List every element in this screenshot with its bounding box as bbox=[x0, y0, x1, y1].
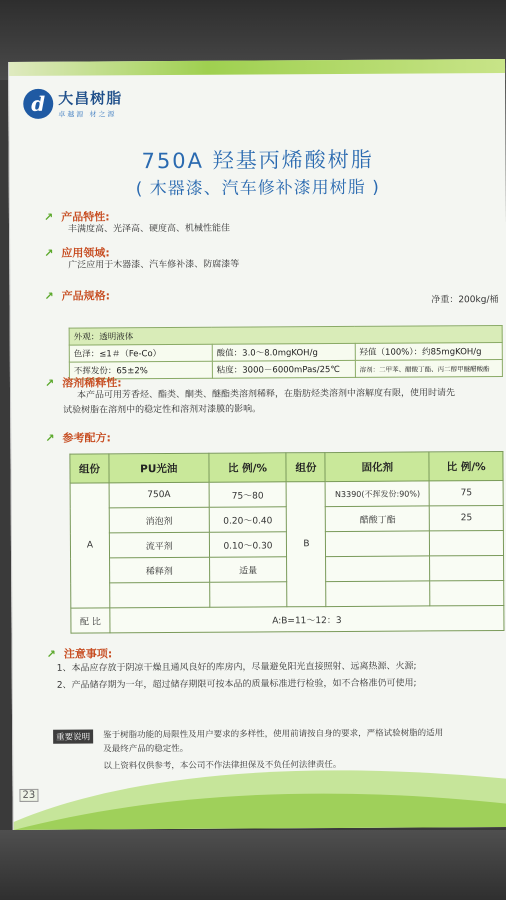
a-component-ratio: 75～80 bbox=[209, 482, 287, 507]
spec-hydroxyl bbox=[355, 342, 502, 360]
spec-table bbox=[69, 325, 503, 380]
group-b-label: B bbox=[287, 482, 327, 607]
important-line-2: 及最终产品的稳定性。 bbox=[103, 743, 189, 755]
features-heading: 产品特性: bbox=[61, 210, 110, 224]
formula-header: 组份 bbox=[286, 453, 325, 482]
logo-d-icon: d bbox=[23, 89, 53, 119]
b-component-ratio: 75 bbox=[429, 480, 503, 505]
empty-cell bbox=[326, 556, 430, 582]
net-weight: 净重：200kg/桶 bbox=[431, 295, 499, 306]
b-component-name: N3390(不挥发份:90%) bbox=[326, 481, 430, 507]
arrow-icon: ↗ bbox=[44, 289, 54, 303]
spec-hydroxyl-value: 约85mgKOH/g bbox=[422, 347, 482, 358]
arrow-icon: ↗ bbox=[46, 647, 56, 661]
arrow-icon: ↗ bbox=[45, 431, 55, 445]
mix-ratio-value: A:B=11～12：3 bbox=[110, 605, 504, 632]
important-line-1: 鉴于树脂功能的局限性及用户要求的多样性，使用前请按自身的要求，严格试验树脂的适用 bbox=[103, 728, 444, 741]
bottom-green-swoosh bbox=[13, 749, 506, 830]
spec-appearance: 外观：透明液体 bbox=[69, 325, 502, 345]
empty-cell bbox=[326, 581, 430, 607]
applications-heading: 应用领域: bbox=[61, 246, 110, 260]
formula-heading: 参考配方: bbox=[62, 431, 111, 445]
spec-viscosity: 粘度：3000－6000mPas/25℃ bbox=[212, 360, 355, 378]
b-component-name: 醋酸丁酯 bbox=[326, 506, 430, 532]
spec-hydroxyl-label: 羟值（100%）： bbox=[359, 347, 423, 358]
note-item: 1、本品应存放于阴凉干燥且通风良好的库房内，尽量避免阳光直接照射、远离热源、火源; bbox=[56, 661, 417, 674]
arrow-icon: ↗ bbox=[43, 210, 54, 224]
empty-cell bbox=[430, 580, 504, 605]
specs-heading: 产品规格: bbox=[61, 289, 111, 303]
page-subtitle: ( 木器漆、汽车修补漆用树脂 ) bbox=[135, 177, 380, 200]
spec-solvent: 溶剂：二甲苯、醋酸丁酯、丙二醇甲醚醋酸酯 bbox=[355, 359, 502, 377]
empty-cell bbox=[430, 555, 504, 580]
a-component-name: 消泡剂 bbox=[109, 507, 209, 533]
applications-text: 广泛应用于木器漆、汽车修补漆、防腐漆等 bbox=[68, 259, 240, 271]
dilution-line-2: 试验树脂在溶剂中的稳定性和溶剂对漆膜的影响。 bbox=[63, 404, 262, 416]
a-component-name: 稀释剂 bbox=[109, 557, 209, 583]
a-component-name: 750A bbox=[109, 482, 209, 508]
dilution-heading: 溶剂稀释性: bbox=[62, 376, 122, 390]
empty-cell bbox=[110, 582, 210, 608]
background-bottom bbox=[0, 830, 506, 900]
a-component-name: 流平剂 bbox=[109, 532, 209, 558]
a-component-ratio: 0.20～0.40 bbox=[209, 507, 287, 532]
important-label: 重要说明 bbox=[53, 729, 93, 743]
formula-header: 比 例/% bbox=[429, 451, 503, 480]
brand-logo bbox=[23, 87, 122, 120]
notes-heading: 注意事项: bbox=[63, 647, 113, 661]
page-number: 23 bbox=[19, 789, 38, 802]
brand-name: 大昌树脂 bbox=[58, 89, 123, 108]
empty-cell bbox=[326, 531, 430, 557]
important-line-3: 以上资料仅供参考，本公司不作法律担保及不负任何法律责任。 bbox=[103, 759, 342, 772]
top-green-band bbox=[9, 59, 505, 76]
note-item: 2、产品储存期为一年，超过储存期限可按本品的质量标准进行检验，如不合格准仍可使用; bbox=[56, 678, 417, 691]
arrow-icon: ↗ bbox=[44, 246, 54, 260]
section-formula bbox=[45, 429, 111, 445]
section-notes bbox=[47, 645, 113, 661]
spec-acid: 酸值：3.0～8.0mgKOH/g bbox=[212, 343, 355, 361]
mix-ratio-label: 配 比 bbox=[71, 608, 110, 633]
spec-nonvolatile: 不挥发份：65±2% bbox=[69, 361, 212, 379]
formula-header: 比 例/% bbox=[208, 453, 286, 482]
features-text: 丰满度高、光泽高、硬度高、机械性能佳 bbox=[67, 223, 231, 235]
a-component-ratio: 0.10～0.30 bbox=[209, 532, 287, 557]
formula-table bbox=[69, 451, 504, 634]
brochure-page bbox=[8, 59, 506, 830]
b-component-ratio: 25 bbox=[430, 505, 504, 530]
formula-header: 组份 bbox=[70, 454, 109, 483]
a-component-ratio: 适量 bbox=[209, 557, 287, 582]
empty-cell bbox=[430, 530, 504, 555]
spec-color: 色泽：≤1＃（Fe-Co） bbox=[69, 344, 212, 362]
arrow-icon: ↗ bbox=[44, 376, 55, 390]
formula-header: 固化剂 bbox=[325, 452, 429, 482]
page-title: 750A 羟基丙烯酸树脂 bbox=[141, 147, 374, 174]
brand-slogan: 卓越源 材之源 bbox=[58, 110, 117, 119]
dilution-line-1: 本产品可用芳香烃、酯类、酮类、醚酯类溶剂稀释，在脂肪烃类溶剂中溶解度有限，使用时请先 bbox=[77, 388, 456, 401]
group-a-label: A bbox=[70, 483, 110, 608]
formula-header: PU光油 bbox=[109, 453, 209, 483]
empty-cell bbox=[209, 582, 287, 607]
